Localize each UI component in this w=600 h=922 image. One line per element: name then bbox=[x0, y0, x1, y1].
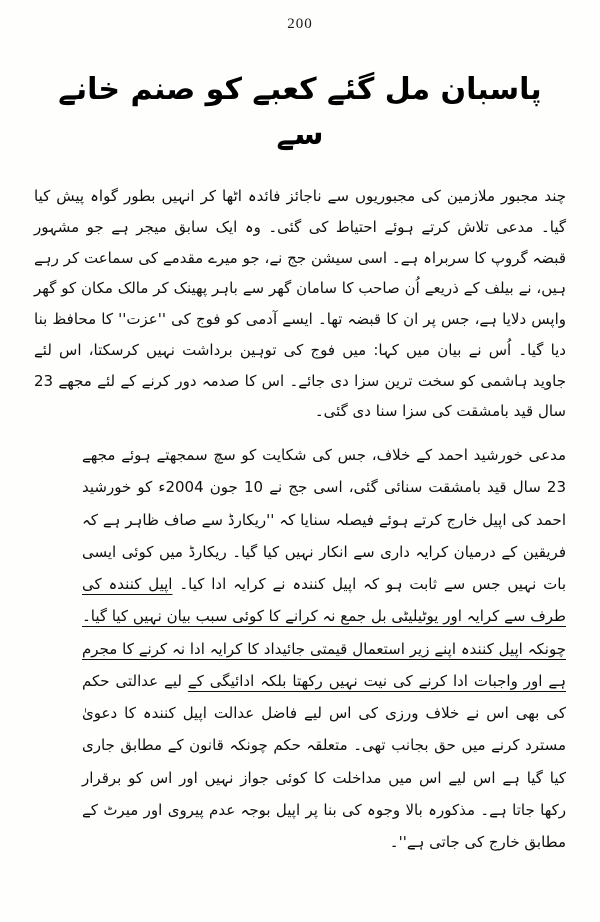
page-number: 200 bbox=[287, 16, 313, 32]
quote-text-underlined: اپیل کنندہ کی طرف سے کرایہ اور یوٹیلیٹی بل جمع نہ کرانے کا کوئی سبب بیان نہیں کیا گیا۔ چونکہ اپیل کنندہ اپنے زیر استعمال قیمتی جائیداد کا کرایہ ادا نہ کرنے کا مجرم ہے اور واجبات ادا کرنے کی نیت نہیں رکھتا بلکہ ادائیگی کے bbox=[82, 575, 566, 690]
quote-text-end: لیے عدالتی حکم کی بھی اس نے خلاف ورزی کی اس لیے فاضل عدالت اپیل کنندہ کا دعویٰ مسترد کرنے میں حق بجانب تھی۔ متعلقہ حکم چونکہ قانون کے مطابق جاری کیا گیا ہے اس لیے اس میں مداخلت کا کوئی جواز نہیں اور اس کو برقرار رکھا جاتا ہے۔ مذکورہ بالا وجوہ کی بنا پر اپیل بوجہ عدم پیروی اور میرٹ کے مطابق خارج کی جاتی ہے''۔ bbox=[82, 671, 566, 851]
chapter-title: پاسبان مل گئے کعبے کو صنم خانے سے bbox=[58, 72, 542, 152]
quote-paragraph bbox=[82, 439, 566, 858]
paragraph-main: چند مجبور ملازمین کی مجبوریوں سے ناجائز فائدہ اٹھا کر انہیں بطور گواہ پیش کیا گیا۔ مدعی تلاش کرتے ہوئے احتیاط کی گئی۔ وہ ایک سابق میجر ہے جو مشہور قبضہ گروپ کا سربراہ ہے۔ اسی سیشن جج نے، جو میرے مقدمے کی سماعت کر رہے ہیں، نے بیلف کے ذریعے اُن صاحب کا سامان گھر سے باہر پھینک کر مالک مکان کو گھر واپس دلایا ہے، جس پر ان کا قبضہ تھا۔ ایسے آدمی کو فوج کی ''عزت'' کا محافظ بنا دیا گیا۔ اُس نے بیان میں کہا: میں فوج کی توہین برداشت نہیں کرسکتا، اس لئے جاوید ہاشمی کو سخت ترین سزا دی جائے۔ اس کا صدمہ دور کرنے کے لئے مجھے 23 سال قید بامشقت کی سزا سنا دی گئی۔ bbox=[34, 187, 566, 421]
quote-text-start: مدعی خورشید احمد کے خلاف، جس کی شکایت کو سچ سمجھتے ہوئے مجھے 23 سال قید بامشقت سنائی گئی، اسی جج نے 10 جون 2004ء کو خورشید احمد کی اپیل خارج کرتے ہوئے فیصلہ سنایا کہ ''ریکارڈ سے صاف ظاہر ہے کہ فریقین کے درمیان کرایہ داری سے انکار نہیں کیا گیا۔ ریکارڈ میں کوئی ایسی بات نہیں جس سے ثابت ہو کہ اپیل کنندہ نے کرایہ ادا کیا۔ bbox=[82, 446, 567, 593]
